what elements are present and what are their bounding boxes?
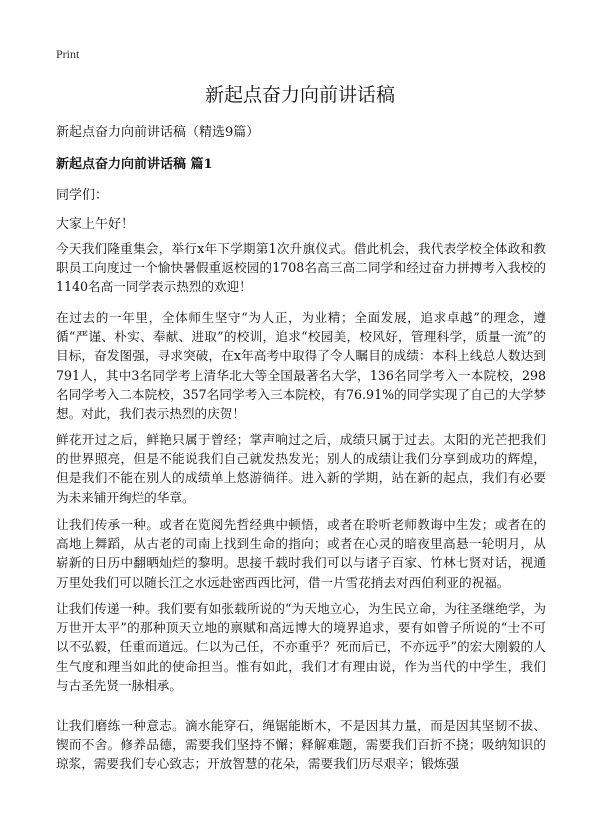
section-heading: 新起点奋力向前讲话稿 篇1 bbox=[56, 157, 213, 172]
greeting: 同学们： bbox=[56, 188, 109, 203]
paragraph-5: 让我们传递一种。我们要有如张载所说的“为天地立心，为生民立命，为往圣继绝学，为万世开太平”的那种顶天立地的禀赋和高远博大的境界追求，要有如曾子所说的“士不可以不弘毅，任重而道远。仁以为己任，不亦重乎？死而后已，不亦远乎”的宏大刚毅的人生气度和理当如此的使命担当。惟有如此，我们才有理由说，作为当代的中学生，我们与古圣先贤一脉相承。 bbox=[56, 601, 546, 693]
paragraph-1: 今天我们隆重集会，举行x年下学期第1次升旗仪式。借此机会，我代表学校全体政和教职员工向度过一个愉快暑假重返校园的1708名高三高二同学和经过奋力拼搏考入我校的1140名高一同学表示热烈的欢迎！ bbox=[56, 241, 546, 295]
salutation: 大家上午好！ bbox=[56, 217, 135, 232]
paragraph-3: 鲜花开过之后，鲜艳只属于曾经；掌声响过之后，成绩只属于过去。太阳的光芒把我们的世界照亮，但是不能说我们自己就发热发光；别人的成绩让我们分享到成功的辉煌，但是我们不能在别人的成绩单上悠游徜徉。进入新的学期，站在新的起点，我们有必要为未来铺开绚烂的华章。 bbox=[56, 432, 546, 505]
document-subtitle: 新起点奋力向前讲话稿（精选9篇） bbox=[56, 125, 260, 140]
paragraph-4: 让我们传承一种。或者在览阅先哲经典中顿悟，或者在聆听老师教诲中生发；或者在的高地上舞蹈，从古老的司南上找到生命的指向；或者在心灵的暗夜里高悬一轮明月，从崭新的日历中翻晒灿烂的黎明。思接千载时我们可以与诸子百家、竹林七贤对话，视通万里处我们可以随长江之水远赴密西西比河，借一片雪花捎去对西伯利亚的祝福。 bbox=[56, 517, 546, 590]
page-title: 新起点奋力向前讲话稿 bbox=[204, 84, 395, 106]
paragraph-6: 让我们磨练一种意志。滴水能穿石，绳锯能断木，不是因其力量，而是因其坚韧不拔、锲而不舍。修养品德，需要我们坚持不懈；释解难题，需要我们百折不挠；吸纳知识的琼浆，需要我们专心致志；开放智慧的花朵，需要我们历尽艰辛；锻炼强 bbox=[56, 718, 546, 772]
print-link[interactable]: Print bbox=[56, 47, 80, 61]
paragraph-2: 在过去的一年里，全体师生坚守“为人正，为业精；全面发展，追求卓越”的理念，遵循“严谨、朴实、奉献、进取”的校训，追求“校园美，校风好，管理科学，质量一流”的目标，奋发图强，寻求突破，在x年高考中取得了令人瞩目的成绩：本科上线总人数达到791人，其中3名同学考上清华北大等全国最著名大学，136名同学考入一本院校，298名同学考入二本院校，357名同学考入三本院校，有76.91%的同学实现了自己的大学梦想。对此，我们表示热烈的庆贺！ bbox=[56, 310, 546, 422]
